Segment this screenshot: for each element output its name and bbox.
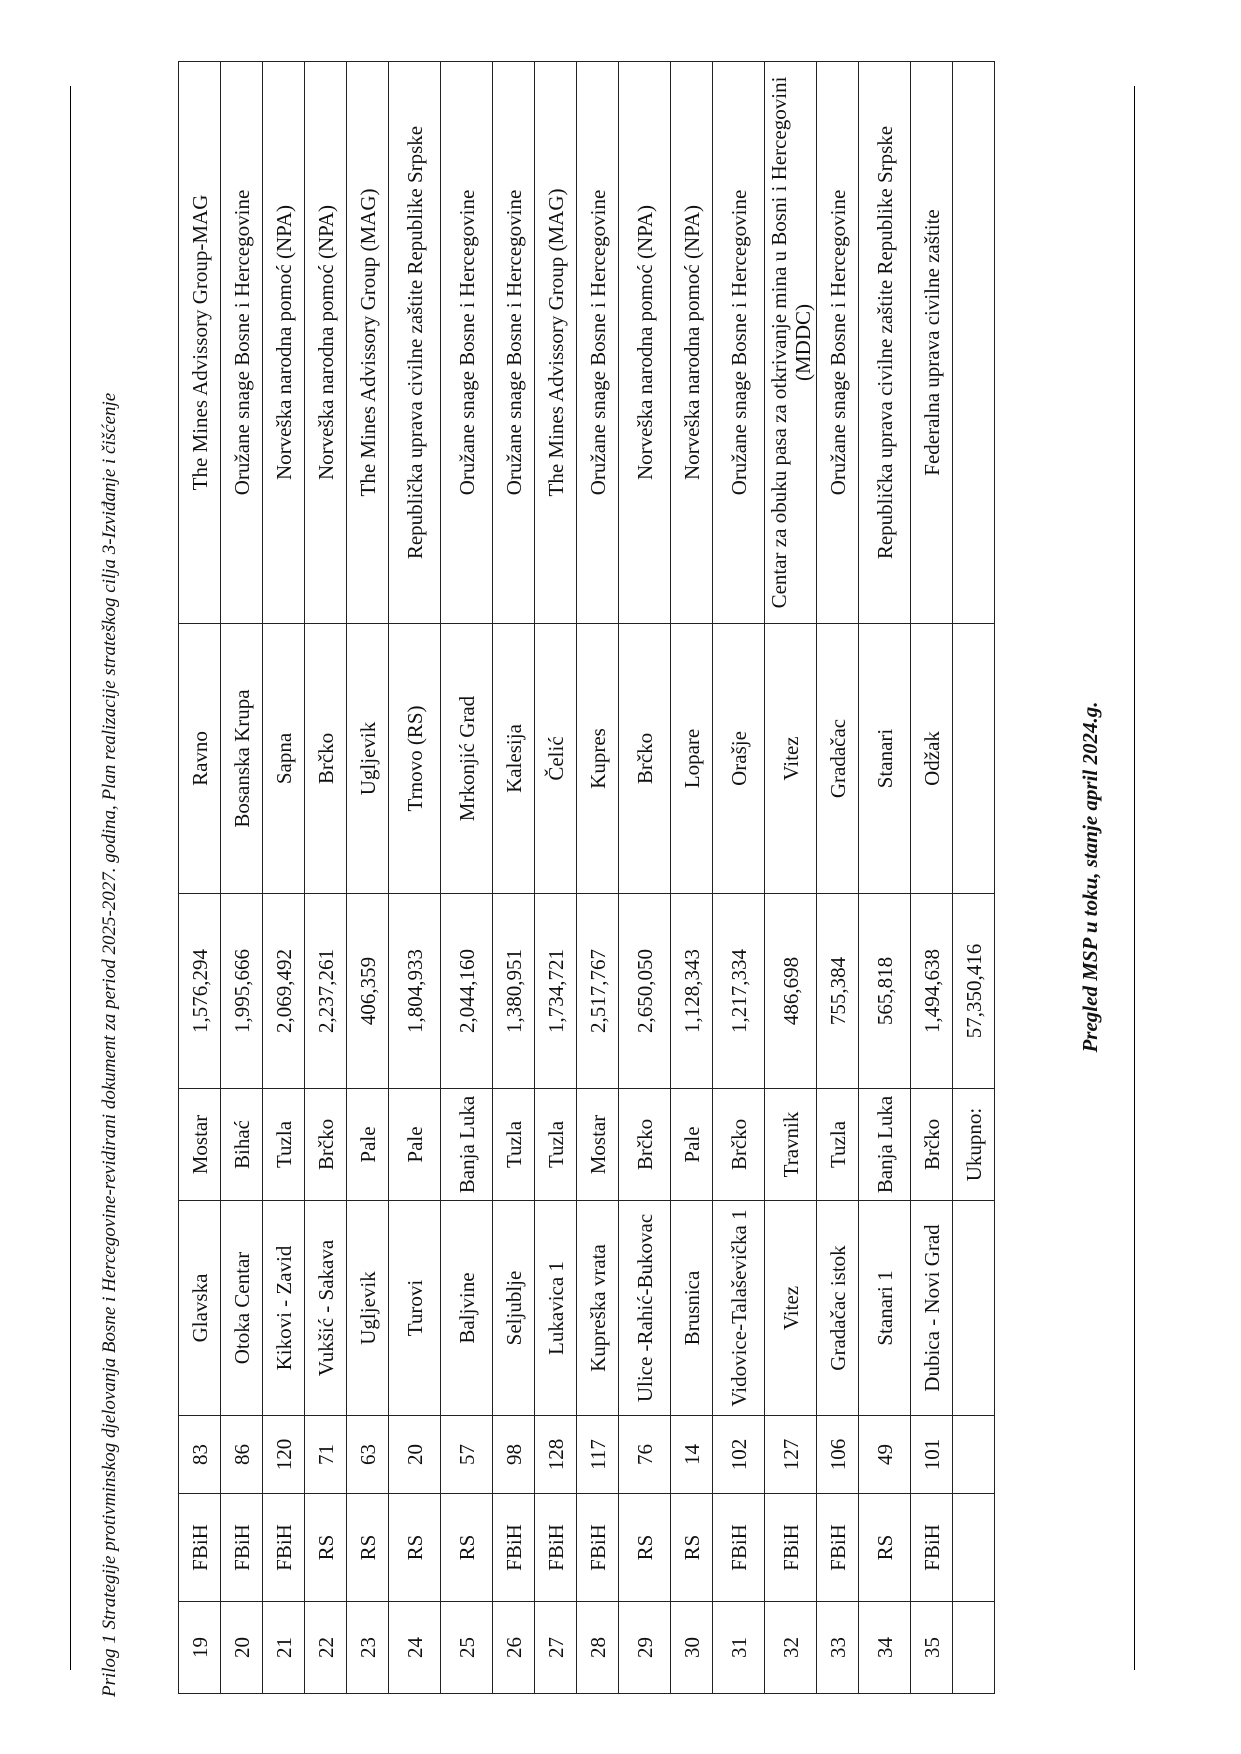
cell-name: Ugljevik [347,1201,389,1416]
cell-entity: RS [671,1494,713,1602]
table-row [263,62,305,1694]
cell-municipality: Ugljevik [347,624,389,894]
cell-id: 71 [305,1416,347,1494]
cell-area: 1,995,666 [221,894,263,1089]
table-body [179,62,995,1694]
cell-name: Dubica - Novi Grad [911,1201,953,1416]
cell-name: Lukavica 1 [535,1201,577,1416]
cell-area: 486,698 [765,894,817,1089]
cell-name: Baljvine [441,1201,493,1416]
cell-name: Kupreška vrata [577,1201,619,1416]
table-row [535,62,577,1694]
cell-municipality: Bosanska Krupa [221,624,263,894]
cell-org: The Mines Advissory Group (MAG) [535,62,577,624]
cell-municipality: Orašje [713,624,765,894]
cell-municipality: Kupres [577,624,619,894]
cell-area: 2,044,160 [441,894,493,1089]
cell-id: 83 [179,1416,221,1494]
cell-org: The Mines Advissory Group (MAG) [347,62,389,624]
cell-org: Oružane snage Bosne i Hercegovine [493,62,535,624]
cell-name: Kikovi - Zavid [263,1201,305,1416]
cell-id: 57 [441,1416,493,1494]
cell-org: Norveška narodna pomoć (NPA) [619,62,671,624]
cell-city: Brčko [911,1089,953,1201]
cell-org: Oružane snage Bosne i Hercegovine [221,62,263,624]
table-row [577,62,619,1694]
cell-no: 25 [441,1602,493,1694]
table-row [305,62,347,1694]
cell-no: 27 [535,1602,577,1694]
cell-municipality: Brčko [619,624,671,894]
cell-org: Republička uprava civilne zaštite Republike Srpske [389,62,441,624]
cell-area: 1,217,334 [713,894,765,1089]
cell-id: 102 [713,1416,765,1494]
cell-area: 2,237,261 [305,894,347,1089]
cell-entity: FBiH [713,1494,765,1602]
cell-municipality: Lopare [671,624,713,894]
cell-entity: FBiH [493,1494,535,1602]
cell-id: 76 [619,1416,671,1494]
cell-city: Bihać [221,1089,263,1201]
cell-area: 1,576,294 [179,894,221,1089]
cell-name: Stanari 1 [859,1201,911,1416]
cell-no: 20 [221,1602,263,1694]
table-row [179,62,221,1694]
cell-city: Pale [389,1089,441,1201]
cell-municipality: Odžak [911,624,953,894]
cell-no: 33 [817,1602,859,1694]
table-row [713,62,765,1694]
cell-no: 26 [493,1602,535,1694]
cell-municipality: Čelić [535,624,577,894]
cell-name: Glavska [179,1201,221,1416]
cell-org: Federalna uprava civilne zaštite [911,62,953,624]
cell-id: 120 [263,1416,305,1494]
table-row [221,62,263,1694]
cell-area: 755,384 [817,894,859,1089]
cell-municipality: Brčko [305,624,347,894]
cell-area: 2,650,050 [619,894,671,1089]
cell-city: Tuzla [535,1089,577,1201]
cell-municipality: Sapna [263,624,305,894]
total-label: Ukupno: [953,1089,995,1201]
cell-empty [953,1416,995,1494]
cell-name: Vukšić - Sakava [305,1201,347,1416]
cell-name: Gradačac istok [817,1201,859,1416]
table-row [493,62,535,1694]
cell-area: 406,359 [347,894,389,1089]
cell-city: Mostar [179,1089,221,1201]
rotated-page [90,57,1150,1697]
table-row [347,62,389,1694]
cell-org: Republička uprava civilne zaštite Republike Srpske [859,62,911,624]
cell-city: Brčko [619,1089,671,1201]
cell-id: 127 [765,1416,817,1494]
cell-name: Turovi [389,1201,441,1416]
cell-no: 35 [911,1602,953,1694]
cell-city: Brčko [713,1089,765,1201]
cell-entity: FBiH [221,1494,263,1602]
cell-municipality: Stanari [859,624,911,894]
cell-municipality: Gradačac [817,624,859,894]
cell-entity: FBiH [179,1494,221,1602]
cell-city: Mostar [577,1089,619,1201]
cell-org: Norveška narodna pomoć (NPA) [263,62,305,624]
cell-id: 117 [577,1416,619,1494]
cell-empty [953,1494,995,1602]
cell-org: Oružane snage Bosne i Hercegovine [577,62,619,624]
table-row [859,62,911,1694]
cell-city: Brčko [305,1089,347,1201]
cell-empty [953,624,995,894]
cell-entity: FBiH [577,1494,619,1602]
cell-org: Centar za obuku pasa za otkrivanje mina u Bosni i Hercegovini (MDDC) [765,62,817,624]
cell-entity: FBiH [765,1494,817,1602]
cell-no: 21 [263,1602,305,1694]
cell-name: Seljublje [493,1201,535,1416]
left-margin-rule [70,86,71,1670]
cell-entity: FBiH [817,1494,859,1602]
cell-entity: RS [347,1494,389,1602]
cell-id: 128 [535,1416,577,1494]
cell-city: Pale [347,1089,389,1201]
cell-area: 565,818 [859,894,911,1089]
cell-city: Banja Luka [859,1089,911,1201]
cell-city: Tuzla [493,1089,535,1201]
cell-org: Norveška narodna pomoć (NPA) [305,62,347,624]
cell-municipality: Mrkonjić Grad [441,624,493,894]
cell-area: 2,069,492 [263,894,305,1089]
data-table [178,61,995,1694]
cell-id: 98 [493,1416,535,1494]
table-row [817,62,859,1694]
cell-empty [953,62,995,624]
cell-org: The Mines Advissory Group-MAG [179,62,221,624]
cell-name: Otoka Centar [221,1201,263,1416]
cell-area: 1,380,951 [493,894,535,1089]
cell-name: Vidovice-Talaševička 1 [713,1201,765,1416]
cell-entity: FBiH [263,1494,305,1602]
total-value: 57,350,416 [953,894,995,1089]
cell-city: Travnik [765,1089,817,1201]
cell-entity: FBiH [911,1494,953,1602]
cell-municipality: Vitez [765,624,817,894]
cell-no: 34 [859,1602,911,1694]
cell-id: 20 [389,1416,441,1494]
cell-area: 1,734,721 [535,894,577,1089]
table-row [441,62,493,1694]
cell-no: 30 [671,1602,713,1694]
table-row [671,62,713,1694]
page-header: Prilog 1 Strategije protivminskog djelovanja Bosne i Hercegovine-revidirani dokument za period 2025-2027. godina, Plan realizacije strateškog cilja 3-Izviđanje i čišćenje [99,392,120,1697]
cell-id: 86 [221,1416,263,1494]
cell-city: Tuzla [817,1089,859,1201]
cell-entity: RS [305,1494,347,1602]
cell-empty [953,1201,995,1416]
total-row [953,62,995,1694]
cell-municipality: Kalesija [493,624,535,894]
cell-municipality: Ravno [179,624,221,894]
cell-org: Oružane snage Bosne i Hercegovine [713,62,765,624]
cell-id: 101 [911,1416,953,1494]
cell-no: 31 [713,1602,765,1694]
cell-name: Brusnica [671,1201,713,1416]
cell-id: 14 [671,1416,713,1494]
table-row [389,62,441,1694]
cell-id: 106 [817,1416,859,1494]
cell-entity: RS [859,1494,911,1602]
table-footer-note: Pregled MSP u toku, stanje april 2024.g. [1078,701,1102,1053]
cell-area: 2,517,767 [577,894,619,1089]
cell-entity: FBiH [535,1494,577,1602]
cell-no: 24 [389,1602,441,1694]
cell-entity: RS [389,1494,441,1602]
cell-org: Oružane snage Bosne i Hercegovine [817,62,859,624]
cell-city: Banja Luka [441,1089,493,1201]
cell-name: Vitez [765,1201,817,1416]
cell-area: 1,494,638 [911,894,953,1089]
cell-id: 49 [859,1416,911,1494]
cell-name: Ulice -Rahić-Bukovac [619,1201,671,1416]
cell-no: 22 [305,1602,347,1694]
cell-municipality: Trnovo (RS) [389,624,441,894]
cell-area: 1,128,343 [671,894,713,1089]
cell-no: 19 [179,1602,221,1694]
cell-entity: RS [619,1494,671,1602]
table-row [765,62,817,1694]
cell-no: 28 [577,1602,619,1694]
cell-entity: RS [441,1494,493,1602]
cell-no: 29 [619,1602,671,1694]
table-row [619,62,671,1694]
cell-org: Norveška narodna pomoć (NPA) [671,62,713,624]
table-row [911,62,953,1694]
cell-city: Pale [671,1089,713,1201]
cell-no: 32 [765,1602,817,1694]
cell-org: Oružane snage Bosne i Hercegovine [441,62,493,624]
cell-empty [953,1602,995,1694]
cell-area: 1,804,933 [389,894,441,1089]
cell-city: Tuzla [263,1089,305,1201]
cell-no: 23 [347,1602,389,1694]
cell-id: 63 [347,1416,389,1494]
